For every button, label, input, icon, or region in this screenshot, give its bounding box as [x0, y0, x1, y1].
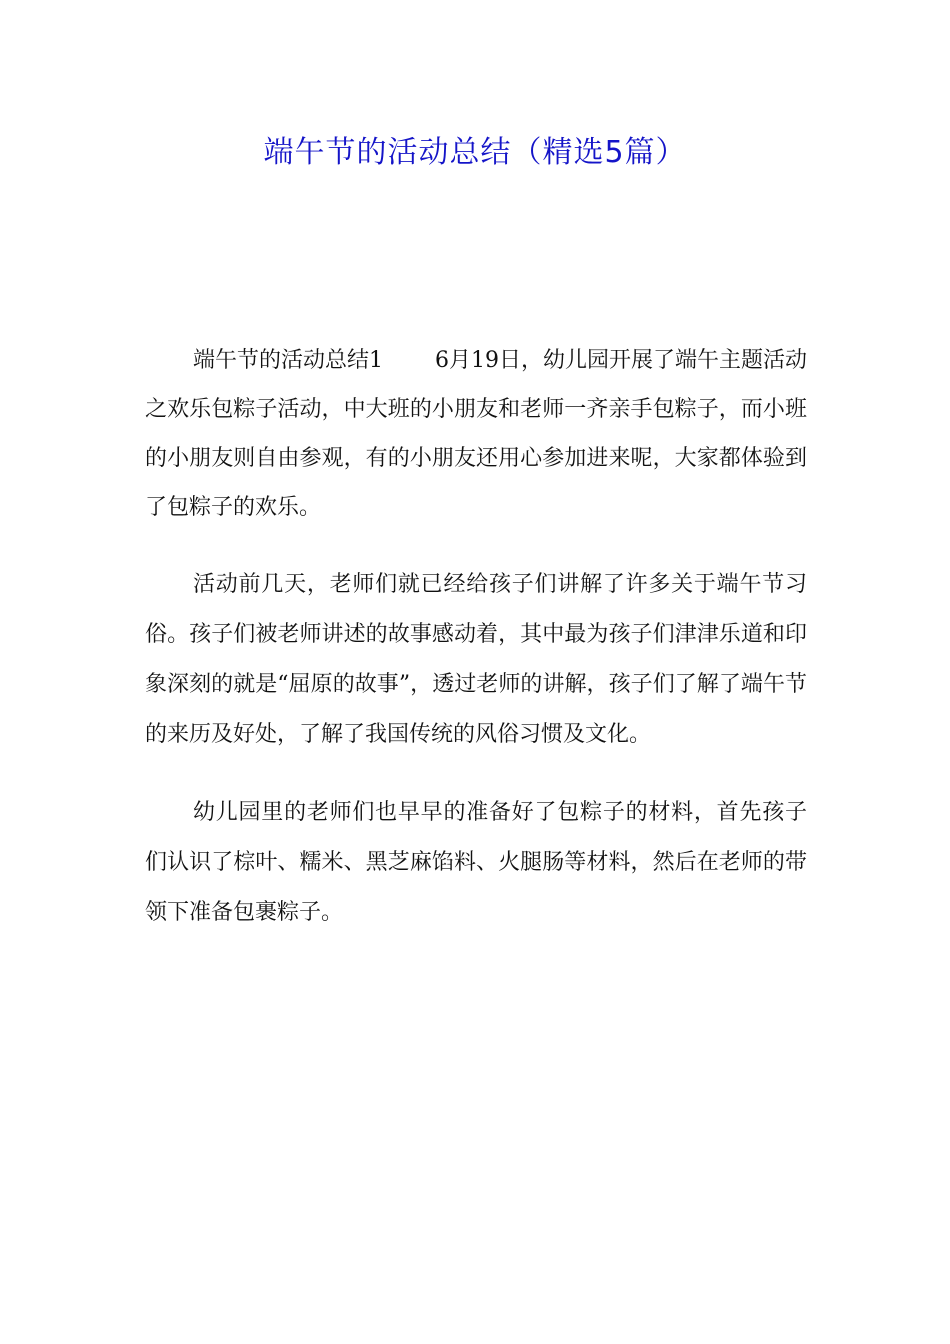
document-body: [145, 336, 807, 966]
paragraph-2: 活动前几天，老师们就已经给孩子们讲解了许多关于端午节习俗。孩子们被老师讲述的故事感动着，其中最为孩子们津津乐道和印象深刻的就是“屈原的故事”，透过老师的讲解，孩子们了解了端午节的来历及好处，了解了我国传统的风俗习惯及文化。: [145, 572, 807, 747]
paragraph-1-text: 6月19日，幼儿园开展了端午主题活动之欢乐包粽子活动，中大班的小朋友和老师一齐亲手包粽子，而小班的小朋友则自由参观，有的小朋友还用心参加进来呢，大家都体验到了包粽子的欢乐。: [145, 348, 807, 520]
section-heading: 端午节的活动总结1: [193, 348, 383, 373]
document-title: 端午节的活动总结（精选5篇）: [263, 135, 687, 170]
paragraph-1: [145, 336, 807, 532]
paragraph-3: 幼儿园里的老师们也早早的准备好了包粽子的材料，首先孩子们认识了棕叶、糯米、黑芝麻馅料、火腿肠等材料，然后在老师的带领下准备包裹粽子。: [145, 800, 807, 925]
